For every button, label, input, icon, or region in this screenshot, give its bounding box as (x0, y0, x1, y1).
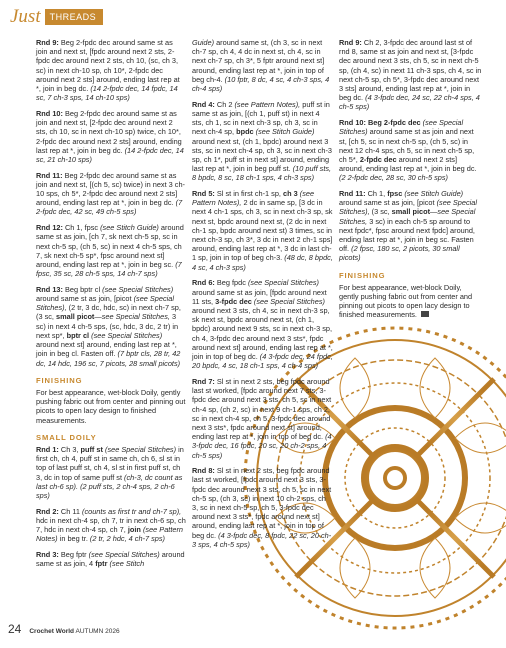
round-text: 3 sc) in each ch-5 sp around to next fpdc*, fpsc around next fpdc] around, ending last rep at *, join in beg sc. Fasten off. (339, 216, 475, 254)
stitch-ref: (see Stitch (109, 559, 145, 569)
instruction-small-rnd-3 (36, 550, 186, 568)
round-text: hdc in next ch-4 sp, ch 7, tr in next ch-6 sp, ch 7, hdc in next ch-4 sp, ch 7, (36, 515, 186, 535)
stitch-name: ch 3 (283, 189, 298, 199)
round-label: Rnd 7: (192, 376, 215, 386)
round-text: (3 sc, (371, 207, 390, 217)
round-text: Ch 11 (60, 506, 80, 516)
round-count: (2 2-fpdc dec, 28 sc, 30 ch-5 sps) (339, 173, 448, 183)
magazine-issue: AUTUMN 2026 (75, 628, 120, 635)
finishing-text (339, 283, 483, 320)
round-text: Sl st in next 2 sts, beg fpdc around last st worked, [fpdc around next 3 sts, 3-fpdc dec around next 3 sts, ch 5, sc in next ch-5 sp, (ch 3, sc) in next 10 ch-2 sps, ch 3, sc in next ch-5 sp, ch 5, 3-fpdc dec around next 3 sts*, fpdc around next st] around, ending last rep at *, join in top of beg dc. (192, 466, 332, 540)
finishing-body: For best appearance, wet-block Doily, gently pushing fabric out from center and pinning out picots to open lacy design to finished measurements. (339, 282, 473, 320)
round-text: around same st as join and next st, [ch 5, sc in next ch-5 sp, (ch 5, sc) in next 12 ch-4 sps, ch 5, sc in next ch-5 sp, ch 5*, (339, 127, 475, 164)
round-label: Rnd 2: (36, 506, 59, 516)
round-label: Rnd 12: (36, 223, 63, 233)
round-label: Rnd 10: (36, 108, 63, 118)
round-text: Ch 3, (60, 444, 79, 454)
stitch-ref: (see Special Stitches), (339, 198, 477, 217)
round-text: in first ch, ch 4, puff st in same ch, ch 6, sl st in top of last puff st, ch 4, sl st in first puff st, ch 3, dc in top of same puff st (36, 444, 184, 482)
round-text: Ch 1, fpsc (64, 223, 99, 233)
round-label: Rnd 8: (192, 466, 215, 476)
page-number: 24 (8, 622, 22, 636)
stitch-ref: (see Pattern Notes) (36, 525, 183, 544)
instruction-small-rnd-6 (192, 278, 333, 370)
round-count: (4 3-fpdc dec, 8 fpdc, 22 sc, 20 ch-3 sps, 4 ch-5 sps) (192, 530, 332, 549)
round-text: Beg 2-fpdc dec around same st as join and next st, [fpdc around next 2 sts, 2-fpdc dec around next 2 sts, ch 10, (sc, ch 3, sc) in next ch-10 sp, ch 10*, 2-fpdc dec around next 2 sts] around, ending last rep at *, join in beg dc. (36, 38, 180, 94)
stitch-name: 3-fpdc dec (215, 296, 252, 306)
round-text: in beg tr. (59, 534, 88, 544)
round-text: Ch 2 (216, 99, 233, 109)
stitch-ref: (see Special Stitches) (253, 296, 325, 306)
stitch-ref: (see Stitch Guide) (255, 127, 315, 137)
column-1 (36, 38, 186, 575)
round-text: (2 tr, 3 dc, hdc, sc) in next ch-7 sp, (3 sc, (36, 303, 181, 322)
round-text: Ch 1, (367, 189, 386, 199)
round-text: Beg 2-fpdc dec around same st as join and next st, [(ch 5, sc) twice) in next 3 ch-10 sps, ch 5*, 2-fpdc dec around next 2 sts] around, ending last rep at *, join in beg dc. (36, 170, 185, 208)
round-text: around same st as join, [ch 7, sk next ch-5 sp, sc in next ch-5 sp, (ch 5, sc) in next 4 ch-5 sps, ch 7, sk next ch-5 sp*, fpsc around next st] around, ending last rep at *, join in beg sc. (36, 223, 184, 269)
stitch-name: 2-fpdc dec (359, 154, 397, 164)
round-count: (10 puff sts, 8 bpdc, 8 sc, 18 ch-1 sps, 4 ch-3 sps) (192, 164, 332, 183)
stitch-ref: (see Special Stitches) (247, 278, 319, 288)
round-count: (4 3-fpdc dec, 24 sc, 22 ch-4 sps, 4 ch-5 sps) (339, 93, 480, 112)
round-text: around next 2 sts] around, ending last rep at *, join in beg dc. (339, 154, 477, 174)
column-3 (339, 38, 483, 326)
instruction-small-rnd-7 (192, 377, 333, 460)
round-text: Beg bptr cl (64, 284, 101, 294)
round-text: 2 dc in same sp, [3 dc in next 4 ch-1 sps, ch 3, sc in next ch-3 sp, sk next st, bpdc around next st, (2 dc in next ch-1 sp, bpdc around next st) 3 times, sc in next ch-3 sp, ch 3*, 3 dc in next 2 ch-1 sps] around, ending last rep at *, 3 dc in last ch-1 sp, join in top of beg ch-3. (192, 198, 333, 263)
stitch-ref: —see Special Stitches, (339, 207, 476, 226)
round-count: (4 3-fpdc dec, 24 fpdc, 20 bpdc, 4 sc, 18 ch-1 sps, 4 ch-4 sps) (192, 352, 333, 371)
instruction-small-rnd-2 (36, 507, 186, 544)
instruction-rnd-9 (36, 38, 186, 102)
stitch-ref: (see Special Stitches) (339, 118, 464, 137)
round-text: around next 3 sts, ch 4, sc in next ch-3 sp, sk next st, bpdc around next st, (ch 1, bpdc) around next 9 sts, sc in next ch-3 sp, ch 4, 3-fpdc dec around next 3 sts*, fpdc around next st] around, ending last rep at *, join in top of beg dc. (192, 305, 333, 361)
stitch-name: puff st (80, 444, 103, 454)
round-label: Rnd 11: (339, 189, 366, 199)
stitch-ref: —see Special Stitches, (94, 312, 170, 322)
instruction-small-rnd-5 (192, 189, 333, 272)
instruction-small-rnd-3-cont (192, 38, 333, 93)
end-mark-icon (421, 311, 429, 317)
round-text: puff st in same st as join, [(ch 1, puff st) in next 4 sts, ch 1, sc in next ch-3 sp, ch 3, sc in next ch-4 sp, (192, 99, 330, 137)
stitch-name: bptr cl (66, 330, 90, 340)
stitch-name: fpsc (387, 189, 403, 199)
round-label: Rnd 9: (339, 38, 362, 47)
round-count: (ch-3, dc count as last ch-6 sp). (2 puff sts, 2 ch-4 sps, 2 ch-6 sps) (36, 472, 183, 500)
round-label: Rnd 4: (192, 99, 215, 109)
instruction-rnd-13 (36, 285, 186, 368)
round-text: Beg fpdc (216, 278, 246, 288)
section-header (10, 6, 103, 28)
stitch-ref: (see Pattern Notes), (234, 99, 301, 109)
finishing-heading: FINISHING (36, 375, 83, 385)
round-text: Ch 2, 3-fpdc dec around last st of rnd 8, same st as join and next st, [3-fpdc dec around next 3 sts, ch 5, sc in next ch-5 sp, (ch 4, sc) in next 11 ch-3 sps, ch 4, sc in next ch-5 sp, ch 5*, 3-fpdc dec around next 3 sts] around, ending last rep at *, join in beg dc. (339, 38, 482, 103)
round-text: around same st as join, [fpdc around next 11 sts, (192, 287, 327, 306)
round-label: Rnd 9: (36, 38, 59, 47)
header-section-tab: THREADS (45, 9, 104, 25)
stitch-ref: (see Special Stitches) (102, 284, 174, 294)
round-text: around same st as join, 4 (36, 549, 185, 569)
finishing-heading: FINISHING (339, 270, 386, 280)
finishing-text: For best appearance, wet-block Doily, gently pushing fabric out from center and pinning out picots to open lacy design to finished measurements. (36, 387, 186, 425)
stitch-ref: Guide) (192, 38, 215, 47)
stitch-name: small picot (56, 312, 95, 322)
round-count: (2 tr, 2 hdc, 4 ch-7 sps) (89, 534, 166, 544)
instruction-small-rnd-11 (339, 189, 483, 263)
round-label: Rnd 1: (36, 444, 59, 454)
stitch-name: bpdc (236, 127, 254, 137)
stitch-ref: (see Special Stitches) (105, 444, 177, 454)
instruction-rnd-12 (36, 223, 186, 278)
round-count: (14 2-fpdc dec, 14 fpdc, 14 sc, 7 ch-3 sps, 14 ch-10 sps) (36, 84, 178, 103)
round-count: (10 fptr, 8 dc, 4 sc, 4 ch-3 sps, 4 ch-4 sps) (192, 74, 330, 94)
page-footer (8, 622, 120, 636)
round-count: (7 2-fpdc dec, 42 sc, 49 ch-5 sps) (36, 198, 183, 217)
instruction-rnd-11 (36, 171, 186, 217)
round-label: Rnd 10: (339, 118, 366, 128)
round-text: around next st, (ch 1, bpdc) around next 3 sts, sc in next ch-4 sp, ch 3, sc in next ch-3 sp, ch 1*, puff st in next st] around, ending last rep at *, join in beg puff st. (192, 136, 332, 174)
instruction-small-rnd-9 (339, 38, 483, 112)
stitch-ref: (counts as first tr and ch-7 sp), (82, 506, 182, 516)
round-count: (48 dc, 8 bpdc, 4 sc, 4 ch-3 sps) (192, 253, 333, 272)
round-text: around same st as join, [picot (36, 294, 132, 304)
instruction-small-rnd-10 (339, 118, 483, 182)
stitch-name: join (127, 525, 141, 535)
round-label: Rnd 6: (192, 278, 215, 288)
round-count: (2 fpsc, 180 sc, 2 picots, 30 small picots) (339, 244, 460, 263)
round-text: Beg fptr (60, 549, 87, 559)
round-label: Rnd 5: (192, 189, 215, 199)
magazine-credit (29, 628, 119, 635)
instruction-small-rnd-8 (192, 466, 333, 549)
round-text: Beg 2-fpdc dec around same st as join and next st, [2-fpdc dec around next 2 sts, ch 10, sc in next ch-10 sp) twice, ch 10*, 2-fpdc dec around next 2 sts] around, ending last rep at *, join in beg dc. (36, 108, 182, 155)
stitch-ref: (see Stitch Guide) (404, 189, 464, 199)
round-count: (4 3-fpdc dec, 16 fpdc, 20 sc, 20 ch-2 sps, 4 ch-5 sps) (192, 432, 332, 460)
column-2 (192, 38, 333, 556)
stitch-name: small picot (391, 207, 431, 217)
stitch-ref: (see Special Stitches) (91, 330, 163, 340)
instruction-small-rnd-1 (36, 445, 186, 500)
round-count: (7 fpsc, 35 sc, 28 ch-5 sps, 14 ch-7 sps) (36, 259, 182, 279)
stitch-ref: (see Special Stitches), (36, 294, 174, 313)
round-label: Rnd 3: (36, 549, 59, 559)
round-label: Rnd 11: (36, 170, 63, 180)
round-count: (14 2-fpdc dec, 14 sc, 21 ch-10 sps) (36, 145, 184, 164)
stitch-name: fptr (95, 559, 108, 569)
small-doily-heading: SMALL DOILY (36, 432, 97, 442)
magazine-name: Crochet World (29, 628, 75, 635)
round-text: around same st as join, [picot (339, 198, 435, 208)
instruction-rnd-10 (36, 109, 186, 164)
round-text: around next st] around, ending last rep at *, join in beg cl. Fasten off. (36, 340, 177, 359)
round-count: (7 bptr cls, 28 tr, 42 dc, 14 hdc, 196 sc, 7 picots, 28 small picots) (36, 349, 181, 368)
header-script: Just (10, 6, 41, 27)
stitch-name: Beg 2-fpdc dec (367, 118, 421, 128)
stitch-ref: (see Special Stitches) (88, 549, 160, 559)
stitch-ref: (see Pattern Notes), (192, 189, 315, 208)
instruction-small-rnd-4 (192, 100, 333, 183)
round-text: 3 sc) in next 4 ch-5 sps, (sc, hdc, 3 dc, 2 tr) in next sp*, (36, 312, 179, 340)
round-label: Rnd 13: (36, 284, 63, 294)
round-text: Sl st in first ch-1 sp, (216, 189, 281, 199)
round-text: Sl st in next 2 sts, beg fpdc around last st worked, [fpdc around next 7 sts, 3-fpdc dec around next 3 sts, ch 5, sc in next ch-4 sp, (ch 2, sc) in next 9 ch-1 sps, ch 2, sc in next ch-4 sp, ch 5, 3-fpdc dec around next 3 sts*, fpdc around next st] around, ending last rep at *, join in top of beg dc. (192, 376, 332, 442)
stitch-ref: (see Stitch Guide) (100, 223, 159, 233)
round-text: around same st, (ch 3, sc in next ch-7 sp, ch 4, 4 dc in next st, ch 4, sc in next ch-7 sp, ch 3*, 5 fptr around next st] around, ending last rep at *, join in top of beg ch-4. (192, 38, 325, 84)
